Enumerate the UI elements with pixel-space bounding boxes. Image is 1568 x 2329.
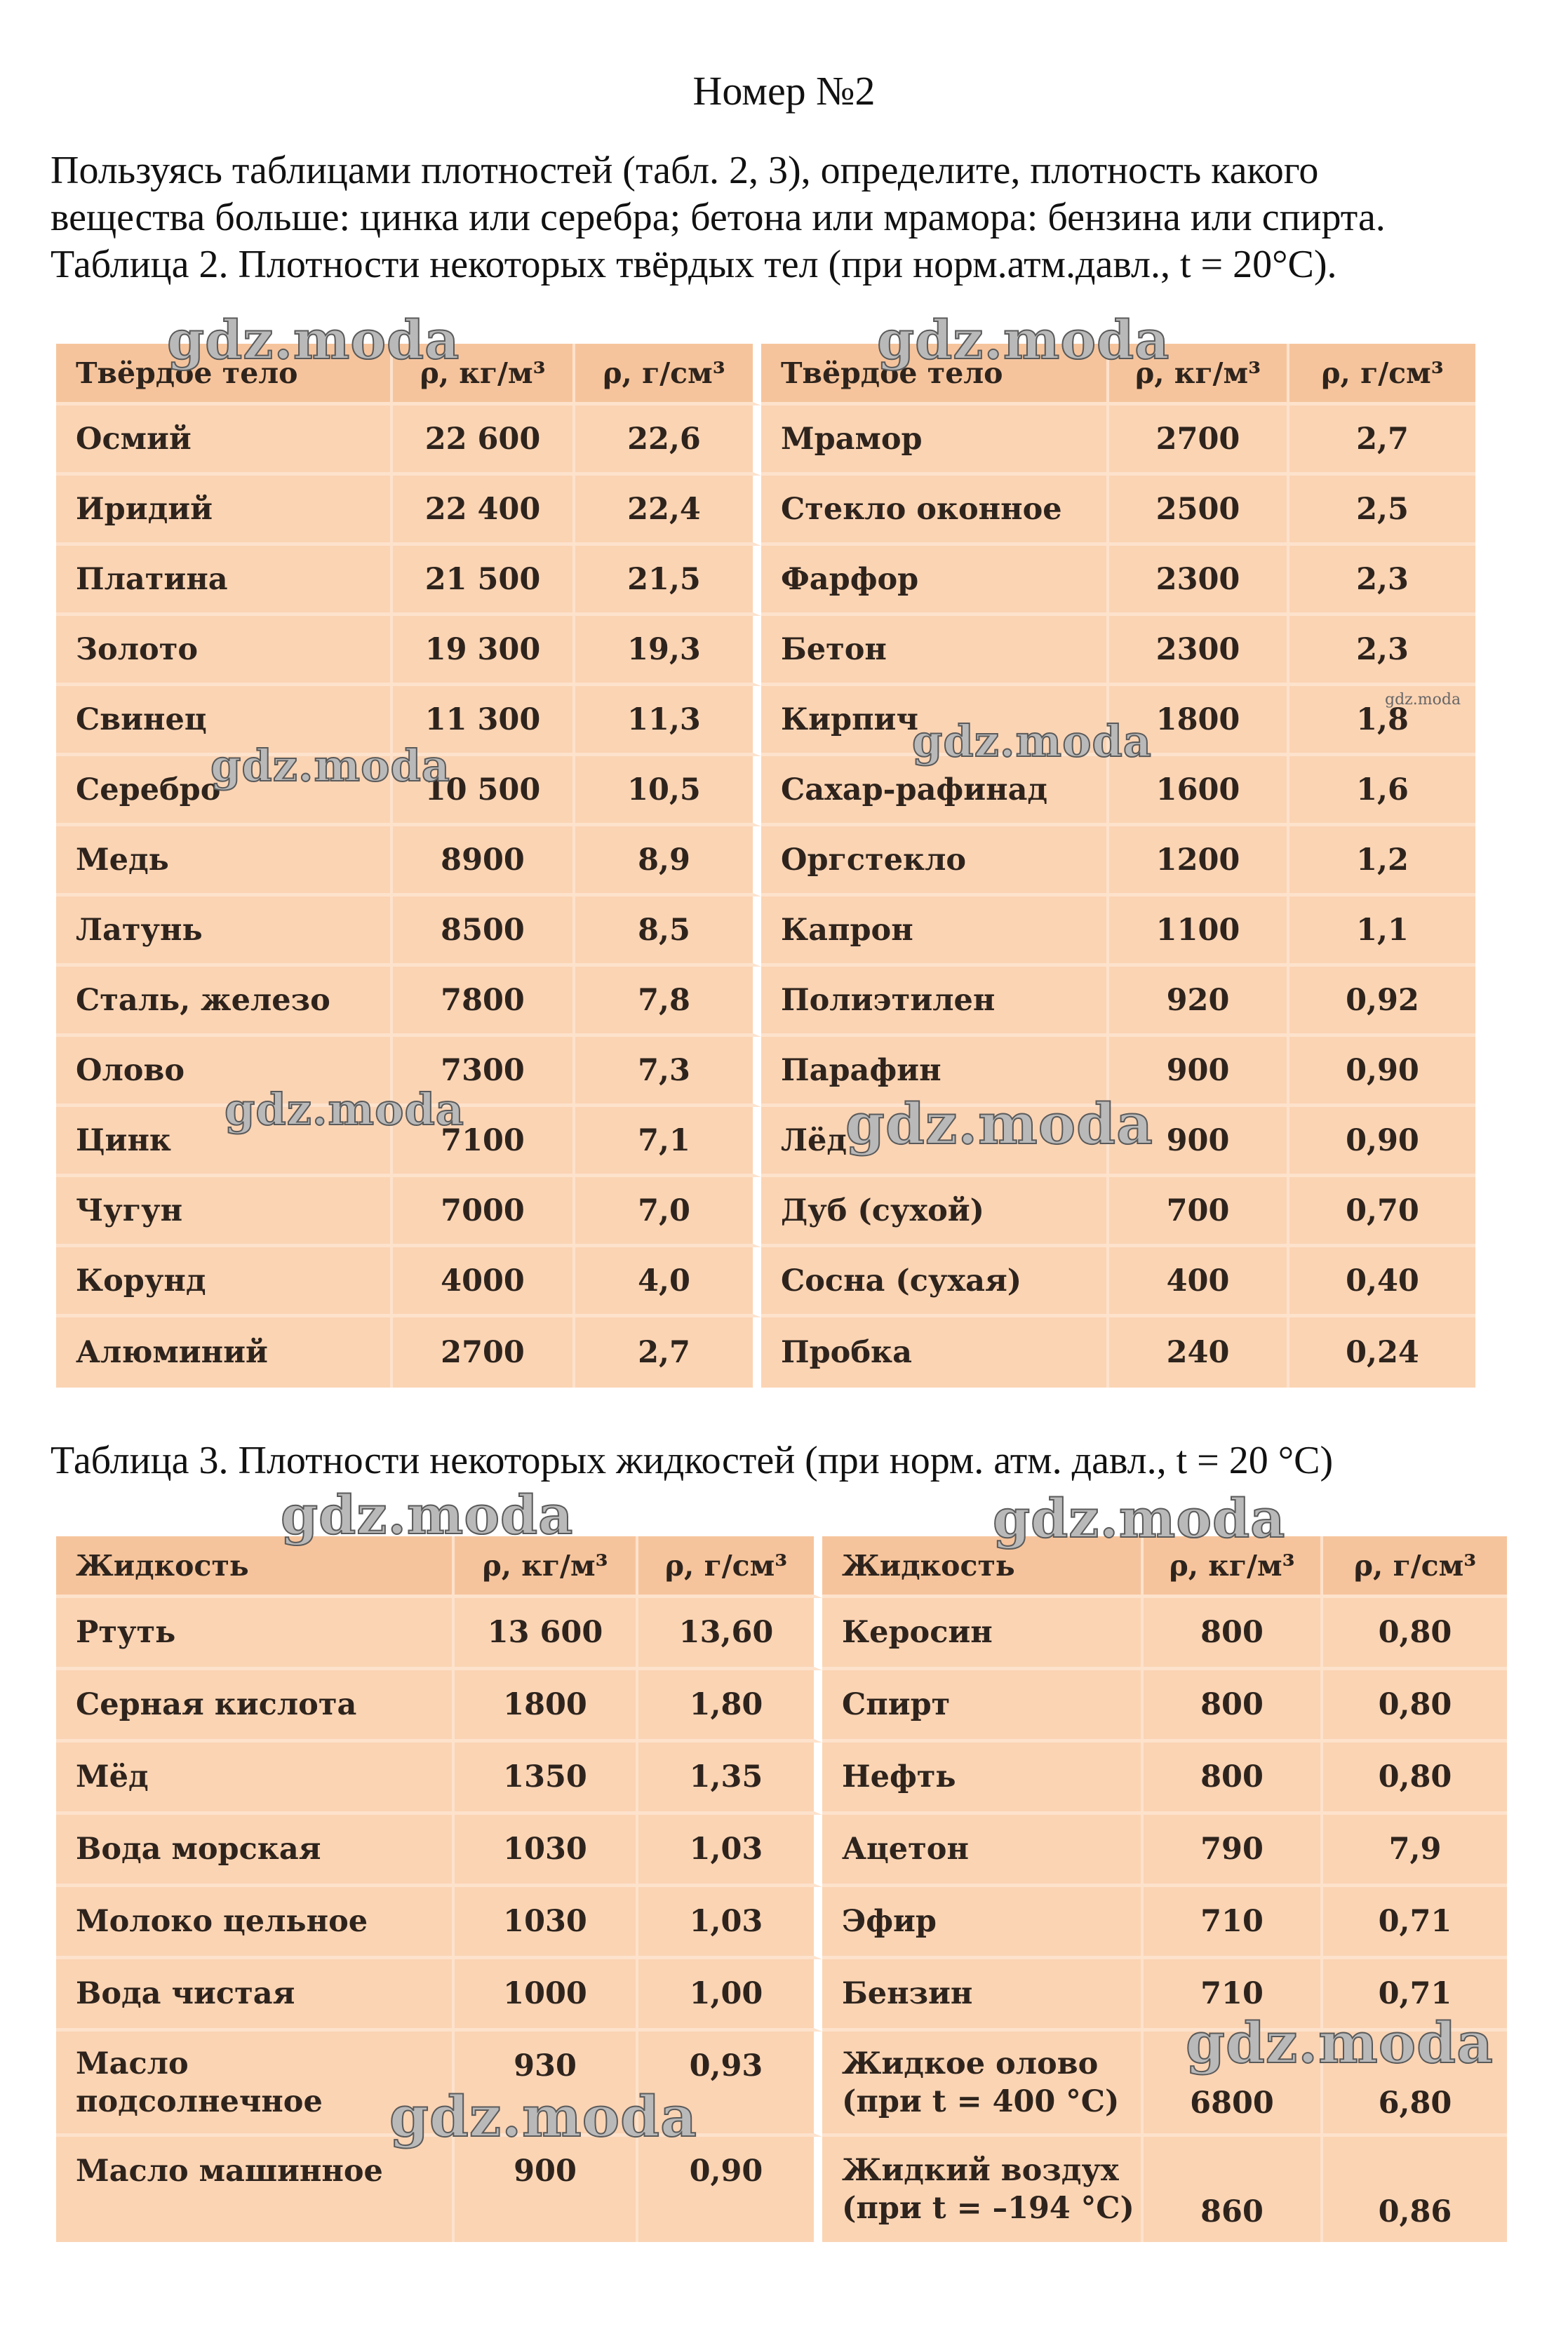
density-value: 6800 [1144, 2032, 1323, 2137]
table-row [56, 897, 1475, 967]
density-value: 1200 [1109, 826, 1289, 897]
density-value: 6,80 [1323, 2032, 1507, 2137]
substance-name: Чугун [56, 1177, 393, 1247]
substance-name: Масло машинное [56, 2137, 455, 2242]
density-value: 7000 [393, 1177, 575, 1247]
table-row [56, 1247, 1475, 1317]
density-value: 1,8 [1289, 686, 1475, 756]
density-value: 19 300 [393, 616, 575, 686]
table-row [56, 967, 1475, 1037]
substance-name: Ацетон [822, 1815, 1144, 1887]
density-value: 7800 [393, 967, 575, 1037]
density-value: 1,00 [638, 1959, 822, 2032]
density-value: 1,03 [638, 1815, 822, 1887]
watermark: gdz.moda [845, 1091, 1153, 1157]
watermark: gdz.moda [1186, 2010, 1494, 2076]
table-row [56, 1887, 1507, 1959]
density-value: 1,2 [1289, 826, 1475, 897]
density-value: 1000 [455, 1959, 638, 2032]
column-header: ρ, кг/м³ [455, 1536, 638, 1598]
density-value: 860 [1144, 2137, 1323, 2242]
density-value: 700 [1109, 1177, 1289, 1247]
substance-name: Стекло оконное [761, 476, 1109, 546]
substance-name: Капрон [761, 897, 1109, 967]
density-value: 2,3 [1289, 616, 1475, 686]
substance-name: Золото [56, 616, 393, 686]
table-row [56, 1743, 1507, 1815]
table-solids-density [56, 344, 1475, 1388]
substance-name-line-2: подсолнечное [76, 2083, 323, 2119]
density-value: 900 [455, 2137, 638, 2242]
density-value: 1350 [455, 1743, 638, 1815]
density-value: 0,86 [1323, 2137, 1507, 2242]
density-value: 4,0 [575, 1247, 761, 1317]
density-value: 400 [1109, 1247, 1289, 1317]
density-value: 7,0 [575, 1177, 761, 1247]
density-value: 2300 [1109, 616, 1289, 686]
table-header-row [56, 1536, 1507, 1598]
density-value: 8,9 [575, 826, 761, 897]
substance-name: Серная кислота [56, 1670, 455, 1743]
substance-name-line-2: (при t = –194 °C) [842, 2191, 1134, 2226]
density-value: 1800 [455, 1670, 638, 1743]
substance-name: Парафин [761, 1037, 1109, 1107]
substance-name-line-2: (при t = 400 °C) [842, 2083, 1120, 2119]
density-value: 0,80 [1323, 1743, 1507, 1815]
substance-name: Молоко цельное [56, 1887, 455, 1959]
density-value: 920 [1109, 967, 1289, 1037]
column-header: ρ, кг/м³ [1144, 1536, 1323, 1598]
density-value: 0,90 [1289, 1107, 1475, 1177]
column-header: Жидкость [56, 1536, 455, 1598]
column-header: ρ, г/см³ [638, 1536, 822, 1598]
substance-name: Полиэтилен [761, 967, 1109, 1037]
substance-name: Латунь [56, 897, 393, 967]
density-value: 8900 [393, 826, 575, 897]
density-value: 7100 [393, 1107, 575, 1177]
density-value: 21 500 [393, 546, 575, 616]
task-line-1: Пользуясь таблицами плотностей (табл. 2, 3), определите, плотность какого [51, 149, 1319, 192]
density-value: 2,5 [1289, 476, 1475, 546]
column-header: ρ, г/см³ [575, 344, 761, 405]
density-value: 1100 [1109, 897, 1289, 967]
watermark: gdz.moda [993, 1487, 1286, 1550]
density-value: 1030 [455, 1815, 638, 1887]
substance-name: Платина [56, 546, 393, 616]
density-value: 4000 [393, 1247, 575, 1317]
watermark: gdz.moda [281, 1484, 574, 1546]
density-value: 710 [1144, 1887, 1323, 1959]
substance-name: Эфир [822, 1887, 1144, 1959]
density-value: 2300 [1109, 546, 1289, 616]
substance-name: Спирт [822, 1670, 1144, 1743]
column-header: ρ, г/см³ [1289, 344, 1475, 405]
density-value: 1030 [455, 1887, 638, 1959]
table-row [56, 1598, 1507, 1670]
density-value: 1800 [1109, 686, 1289, 756]
density-value: 13 600 [455, 1598, 638, 1670]
table-row [56, 1177, 1475, 1247]
density-value: 1,1 [1289, 897, 1475, 967]
density-value: 790 [1144, 1815, 1323, 1887]
substance-name: Серебро [56, 756, 393, 826]
watermark: gdz.moda [389, 2083, 697, 2149]
task-text [51, 147, 1538, 288]
substance-name-line-1: Масло [76, 2046, 189, 2081]
column-header: Твёрдое тело [56, 344, 393, 405]
substance-name: Алюминий [56, 1317, 393, 1388]
density-value: 0,71 [1323, 1959, 1507, 2032]
density-value: 2700 [393, 1317, 575, 1388]
substance-name: Вода чистая [56, 1959, 455, 2032]
density-value: 2,3 [1289, 546, 1475, 616]
density-value: 0,80 [1323, 1670, 1507, 1743]
substance-name: Фарфор [761, 546, 1109, 616]
substance-name: Вода морская [56, 1815, 455, 1887]
density-value: 22,4 [575, 476, 761, 546]
density-value: 22,6 [575, 405, 761, 476]
table3-caption: Таблица 3. Плотности некоторых жидкостей (при норм. атм. давл., t = 20 °C) [51, 1439, 1334, 1482]
density-value: 0,70 [1289, 1177, 1475, 1247]
density-value: 0,92 [1289, 967, 1475, 1037]
density-value: 800 [1144, 1670, 1323, 1743]
table-row [56, 616, 1475, 686]
density-value: 11,3 [575, 686, 761, 756]
density-value: 19,3 [575, 616, 761, 686]
table-liquids-density [56, 1536, 1507, 2242]
density-value: 10 500 [393, 756, 575, 826]
column-header: ρ, кг/м³ [393, 344, 575, 405]
watermark: gdz.moda [877, 309, 1170, 371]
substance-name: Керосин [822, 1598, 1144, 1670]
table-row [56, 2137, 1507, 2242]
substance-name: Цинк [56, 1107, 393, 1177]
density-value: 0,71 [1323, 1887, 1507, 1959]
density-value: 0,24 [1289, 1317, 1475, 1388]
density-value: 1,35 [638, 1743, 822, 1815]
table-row [56, 1815, 1507, 1887]
substance-name: Мрамор [761, 405, 1109, 476]
watermark: gdz.moda [912, 716, 1152, 767]
density-value: 900 [1109, 1107, 1289, 1177]
table-row [56, 826, 1475, 897]
density-value: 2,7 [575, 1317, 761, 1388]
density-value: 0,90 [1289, 1037, 1475, 1107]
density-value: 13,60 [638, 1598, 822, 1670]
substance-name: Медь [56, 826, 393, 897]
table-row [56, 1670, 1507, 1743]
watermark: gdz.moda [225, 1084, 464, 1135]
substance-name: Кирпич [761, 686, 1109, 756]
substance-name: Сосна (сухая) [761, 1247, 1109, 1317]
task-line-2: вещества больше: цинка или серебра; бетона или мрамора: бензина или спирта. [51, 196, 1386, 239]
density-value: 1,6 [1289, 756, 1475, 826]
density-value: 21,5 [575, 546, 761, 616]
substance-name: Лёд [761, 1107, 1109, 1177]
substance-name: Ртуть [56, 1598, 455, 1670]
column-header: ρ, г/см³ [1323, 1536, 1507, 1598]
density-value: 2700 [1109, 405, 1289, 476]
density-value: 0,93 [638, 2032, 822, 2137]
density-value: 710 [1144, 1959, 1323, 2032]
column-header: Жидкость [822, 1536, 1144, 1598]
table-row [56, 1317, 1475, 1388]
column-header: Твёрдое тело [761, 344, 1109, 405]
density-value: 800 [1144, 1743, 1323, 1815]
density-value: 7,8 [575, 967, 761, 1037]
substance-name: Бензин [822, 1959, 1144, 2032]
substance-name: Осмий [56, 405, 393, 476]
watermark: gdz.moda [167, 309, 460, 371]
density-value: 10,5 [575, 756, 761, 826]
table-row [56, 476, 1475, 546]
watermark: gdz.moda [210, 740, 450, 791]
density-value: 240 [1109, 1317, 1289, 1388]
density-value: 7,9 [1323, 1815, 1507, 1887]
substance-name: Пробка [761, 1317, 1109, 1388]
density-value: 22 600 [393, 405, 575, 476]
density-value: 0,80 [1323, 1598, 1507, 1670]
density-value: 930 [455, 2032, 638, 2137]
substance-name: Сталь, железо [56, 967, 393, 1037]
table-row [56, 546, 1475, 616]
density-value: 11 300 [393, 686, 575, 756]
substance-name: Корунд [56, 1247, 393, 1317]
density-value: 900 [1109, 1037, 1289, 1107]
substance-name: Нефть [822, 1743, 1144, 1815]
density-value: 7300 [393, 1037, 575, 1107]
table-row [56, 405, 1475, 476]
density-value: 2,7 [1289, 405, 1475, 476]
page-title: Номер №2 [692, 68, 876, 114]
substance-name-line-1: Жидкое олово [842, 2046, 1099, 2081]
substance-name: Свинец [56, 686, 393, 756]
substance-name: Оргстекло [761, 826, 1109, 897]
substance-name: Бетон [761, 616, 1109, 686]
density-value: 8,5 [575, 897, 761, 967]
watermark: gdz.moda [1385, 691, 1461, 709]
density-value: 7,3 [575, 1037, 761, 1107]
density-value: 0,90 [638, 2137, 822, 2242]
density-value: 1,80 [638, 1670, 822, 1743]
table2-caption: Таблица 2. Плотности некоторых твёрдых тел (при норм.атм.давл., t = 20°C). [51, 243, 1337, 286]
substance-name [822, 2137, 1144, 2242]
substance-name [822, 2032, 1144, 2137]
column-header: ρ, кг/м³ [1109, 344, 1289, 405]
substance-name: Иридий [56, 476, 393, 546]
density-value: 7,1 [575, 1107, 761, 1177]
density-value: 2500 [1109, 476, 1289, 546]
substance-name: Мёд [56, 1743, 455, 1815]
substance-name: Сахар-рафинад [761, 756, 1109, 826]
substance-name: Дуб (сухой) [761, 1177, 1109, 1247]
substance-name: Олово [56, 1037, 393, 1107]
density-value: 800 [1144, 1598, 1323, 1670]
density-value: 22 400 [393, 476, 575, 546]
density-value: 0,40 [1289, 1247, 1475, 1317]
density-value: 8500 [393, 897, 575, 967]
density-value: 1,03 [638, 1887, 822, 1959]
density-value: 1600 [1109, 756, 1289, 826]
substance-name-line-1: Жидкий воздух [842, 2153, 1119, 2188]
